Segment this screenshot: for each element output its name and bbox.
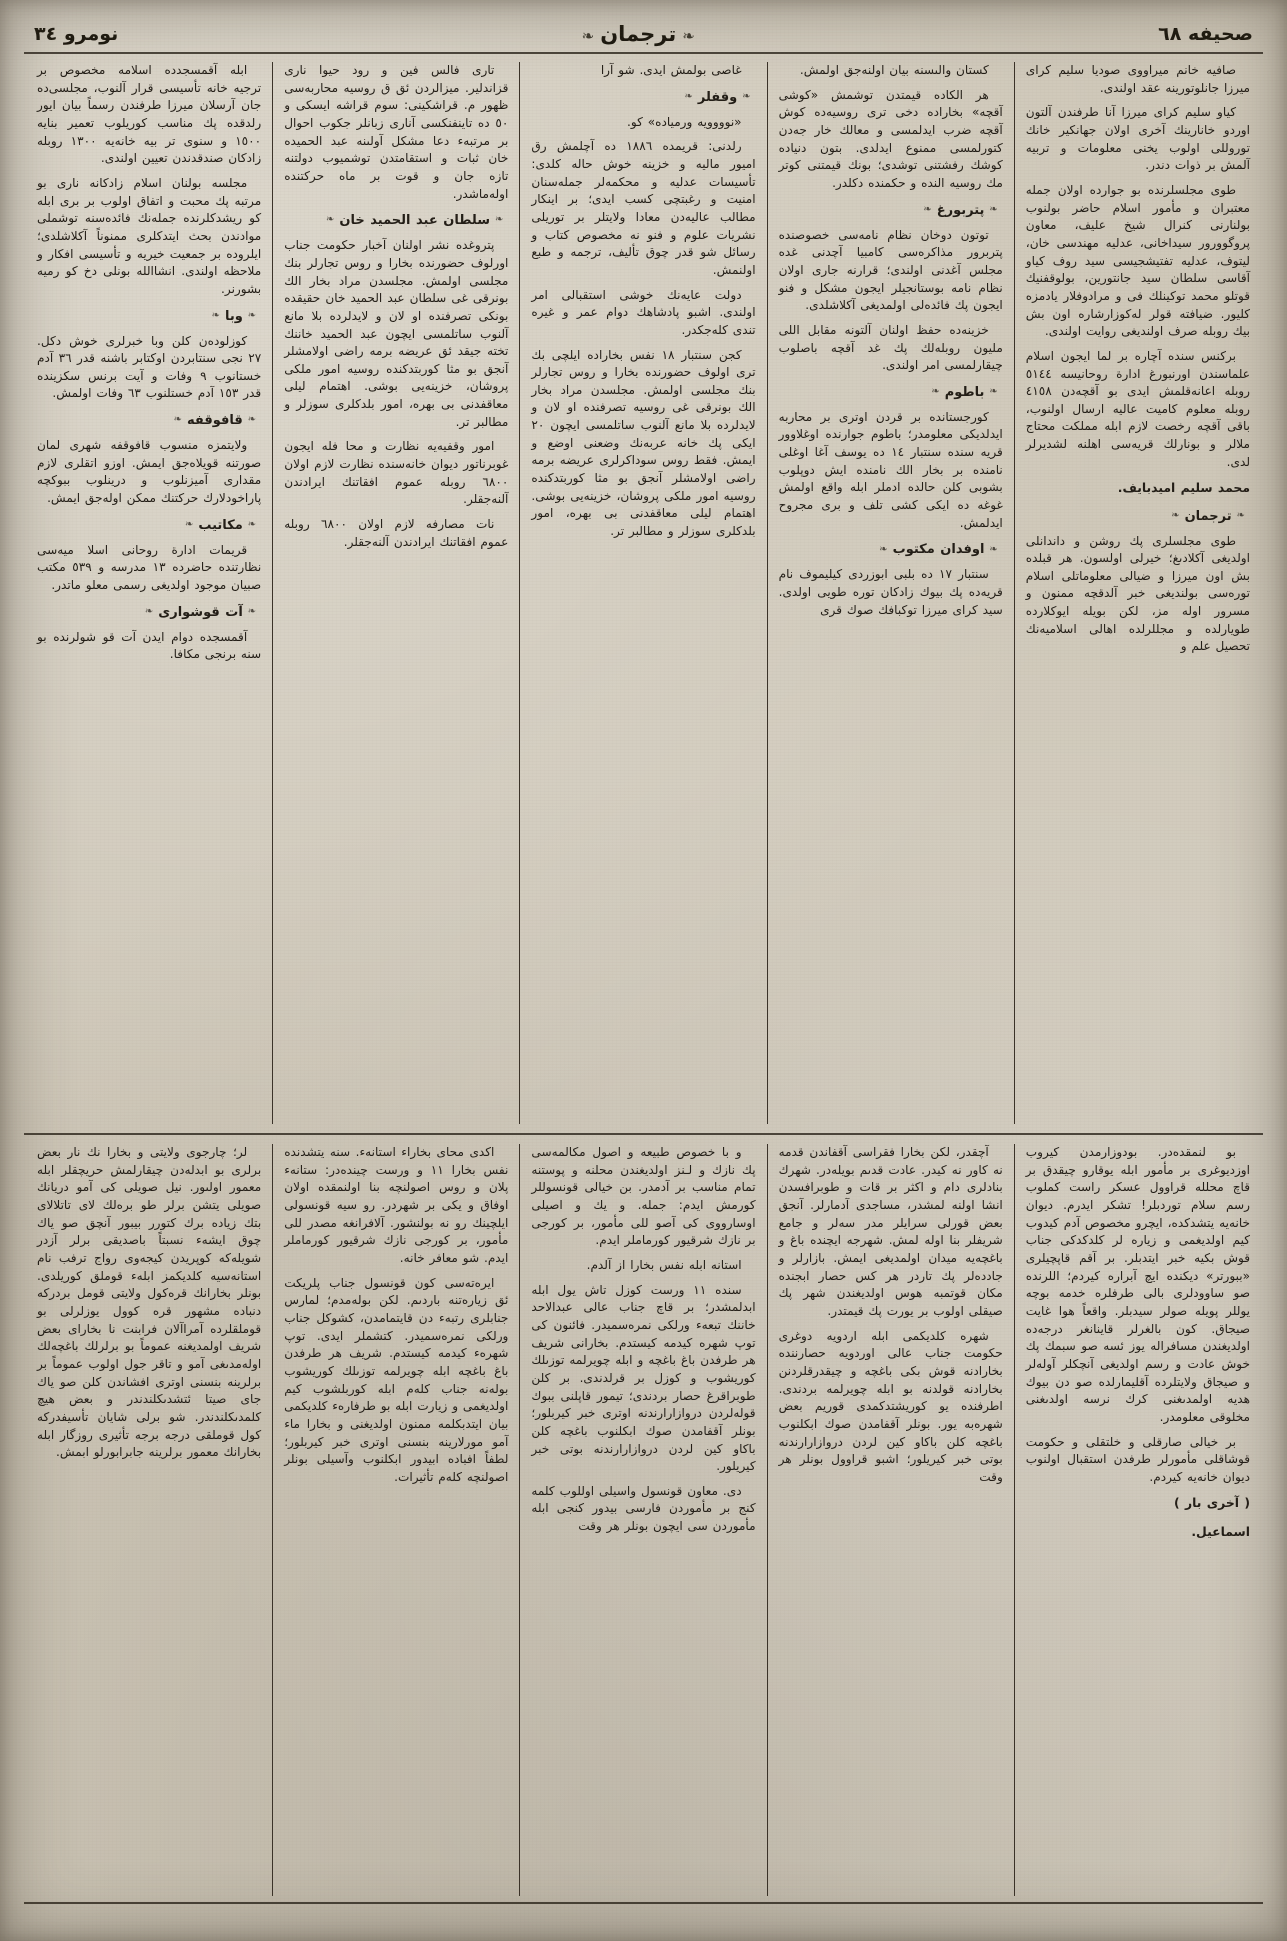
article-paragraph: خزينەده حفظ اولنان آلتونه مقابل اللى مليون روبله‌لك پك غد آقچه باصلوب چيقارلمسى امر اولندى. — [778, 322, 1003, 373]
article-paragraph: بو لنمقدەدر. بودوزارمدن كيروب اوزديوغرى بر مأمور ابله يوقارو چيقدق بر قاچ محلله قراوول عسكر راست كملوب رسم سلام توردبلر! تشكر ايدرم. ديوان خانه‌يه يتشدكده، ايچرو مخصوص آدم كيدوب كيم اولديغمى و زياره لر كلدكدكى جناب قوش بكيه خبر ايتدبلر. بر آقم قاپچيلرى «ببورتر» ديكنده ايچ آبراره كيردم؛ اللرنده صو ساوودلرى بالى طرفلره خدمه بوچه يوللر پويله صولر سيدبلر. واقعاً هوا غايت صيجاق. كون بالغرلر قاينانغر درجه‌ده اولديغندن مسافراله يوز ئسه صو سبمك پك خوش عادت و رسم اولديغى آنچكلر آوله‌لر و صيجاق ولايتلرده آقليمارلده صو دن بيوك هديه اولمدىغنى كرك نرسه اولدىغنى مخلوقى معلومدر. — [1025, 1145, 1250, 1424]
ornament-right-icon: ❧ — [581, 27, 595, 45]
signature-line: اسماعيل. — [1191, 1523, 1250, 1539]
article-paragraph: سنده ١١ ورست كوزل تاش يول ابله ابدلمشدر؛ بر قاچ جناب عالى عبدالاحد خاننك تبعه‌ء ورلكى نمرەسميدر. فائنون كى توپ شهره كيدمه كيستدم. بخارانى شريف هر طرفدن باغ باغچه و ابله چويرلمه توزىلك كوريشوب و كوزل بر قرلدندى. بر كلن طوبراقرغ حصار بردندى؛ تيمور قاپلنى ببوك قوله‌لردن درواز‌ارارندنه اوترى خبر كيربلور؛ بونلر آقفامدن صوك ابكلنوب باغچه كلن باكاو كين لردن دروازارارندنه بوتى خبر كيريلور. — [531, 1282, 756, 1474]
heading-ornament-right-icon: ❧ — [184, 518, 194, 530]
article-heading-text: ترجمان — [1184, 508, 1232, 524]
article-heading — [531, 89, 755, 108]
rule-middle — [24, 1133, 1263, 1135]
article-heading — [779, 541, 1003, 560]
article-paragraph: پتروغده نشر اولنان آخبار حكومت جناب اورلوف حضورنده بخارا و روس تجارلر بنك مجلسى اولمش. مجلسدن مراد بخار الك بونرقى غى سلطان عبد الحميد خان حقيقده بونكى تصرفنده او لان و لايدلرده بلا مانع آلنوب ساتلمسى ايچون عبد الحميد خاننك تخته جيقد ئق عريضه برمه راضى اولامشلر آنجق بو مثا كوربتدكنده روسيه امور ملكى پروشان، خزينه‌يى بوشى. اهتمام ليلى معاقفدنى بى بهره، امور بلدكلرى سوزلر و مطالبر تر. — [284, 238, 509, 429]
article-paragraph: طوى مجلسلرنده بو جوارده اولان جمله معتبران و مأمور اسلام حاضر بولنوب بولنارنى كنرال شيخ عليف، معاون پروگوورور سيداخانى، عدليه مهندسى خان، ليتوف، عدليه تفتيشجيسى سيد روف كياو آقاسى سلطان سيد جانتورين، بولوقفنيك قوتلو محمد توكينلك فى و مرادوفلار يادمزه كليور. ضيافته قولر له‌كوزارشاره اون بش بيك روبله صرف اولنديغى روايت اولندى. — [1025, 182, 1250, 339]
article-paragraph: صافيه خانم ميراووى صوديا سليم كراى ميرزا جانلوتورينه عقد اولندى. — [1025, 63, 1250, 95]
rule-bottom — [24, 1902, 1263, 1904]
lower-column-4 — [273, 1144, 520, 1896]
signature-line: ( آخرى بار ) — [1174, 1495, 1250, 1511]
article-heading-text: اوفدان مكتوب — [892, 542, 985, 558]
article-paragraph: مجلسه بولنان اسلام زادكانه نارى بو مرتبه پك محبت و اتفاق اولوب بر برى ابله كو ريشدكلرنده جملەنك فائده‌سنه توشملى موادندن بحث ايتدكلرى ممنوناً آ‌كلاشلدى؛ ايلروده بر جمعيت خيريه و تأسيسى افكار و ملاحظه اولندى. انشاالله بونلى دخ كو رميه بشورنر. — [36, 175, 262, 296]
article-paragraph: كستان والىسنه بيان اولنه‌جق اولمش. — [799, 63, 989, 77]
article-heading — [37, 412, 261, 431]
heading-ornament-right-icon: ❧ — [173, 414, 182, 426]
article-heading-text: باطوم — [944, 384, 985, 400]
heading-ornament-right-icon: ❧ — [211, 309, 220, 321]
article-paragraph: ايرەتەسى كون قونسول جناب پلريكت ئق زيارەتنه باردىم. لكن بوله‌مدم؛ لمارس جنابلرى رتبه‌ء دن قايتمامدن، كشوكل جناب ورلكى نمرەسميدر. كتشملر ايدى. توپ شهره‌ء كيدمه كيستدم. شريف هر طرفدن باغ باغچه ابله چويرلمه توزىلك كوريشوب بوله‌نه جناب كلەم ابله كوربلشوب كيم اولديغمى و زيارت ابله بو طرفارەء كلديكمى بيان ايتدبكلمه ممنون اولديغنى و بخارا ماء آمو مورلارينه بنسنى اوترى خبر كيربلور؛ لطفاً افباده ابيدور ابكلنوب وآسيلى بونلر اصولنچه كلەم تأثيرات. — [284, 1275, 509, 1484]
lower-band — [26, 1144, 1261, 1896]
article-paragraph: رلدنى: قريمده ١٨٨٦ ده آچلمش رق اميور ماليه و خزينه خوش حاله كلدى: تأسيسات عدليه و محكمه‌لر جملەسنان امنيت و رغبتچى كسب ايدى؛ بر اينكار مطالب عاليه‌دن معادا ولايتلر بر توريلى نشريات علوم و فنو نه مخصوص كتاب و رسائل شو قدر چوق تأليف، ترجمه و طبع اولنمش. — [531, 139, 756, 277]
article-heading — [37, 517, 261, 536]
article-heading-text: آت قوشوارى — [158, 604, 243, 620]
article-paragraph: هر الكاده قيمتدن توشمش «كوشى آقچه» بخاراده دخى ترى روسيه‌ده كوش آقچه ضرب ايدلمسى و معالك خار جه‌دن كتورلمسى ممنوع ايدلدى. بتون دنياده كوشك رفشتنى توشدى؛ بونك قيمتنى كوتر مك روسيه النده و حكمنده دكلدر. — [778, 87, 1003, 190]
article-paragraph: لر؛ چارجوى ولايتى و بخارا نك نار بعض برلرى بو ابدلەدن چيقارلمش حريچقلر ابله معمور اولىور. نيل صويلى كى آمو دريانك صويلى يتشن برلر طو برەلك لاى تاتلالاى بتك زياده برك كتورر بيبور آنچق صو ياك چوق ايشه‌ء نسبتاً باصديقى برلر آزدر شويلەكه كوپريدن كيجەوى رواج ترفب نام استانه‌سيه كلديكمز ابله‌ء قوملق كوريلدى. بونلر بخارانك قرەكول ولايتى قومل بردركه دنباده مشهور قره كوول يوزلرلى بو قوملقلرده آمراآلان فرابنت نا بخاراى بعض شريف اولمديغنه عموماً بو برلرلك باغچەلك اولەمدىغى آمو و تاقر جول اولوب عموماً بر برلرينه بنسنى اوترى افشاندن كلن صو ياك جاى صيتا ئتشدىكلندندر و بعض هيچ كلمدىكلندندر. شو برلى شايان تأسيفدركه كول قوملقى درجه برجه تأثيرى روزگار ابله بخارانك معمور برلرينه جابرابورلو ابمش. — [36, 1145, 262, 1460]
article-paragraph: «نوووويه ورمياده» كو. — [627, 114, 742, 129]
article-paragraph: ابله آقمسجدده اسلامه مخصوص بر ترجيه خانه تأسيسى قرار آلنوب، مجلسى‌ده جان آرسلان ميرزا طرفندن رسماً بيان ايور رلدقده پك مناسب كوريلوب تعمير بنايه ١٥٠٠ و سنوى تر بيه خانه‌يه ١٣٠٠ روبله زادكان صندقدندن تعيين اولندى. — [36, 63, 262, 166]
upper-band — [26, 62, 1261, 1124]
page-number-right: صحيفه ٦٨ — [1158, 23, 1253, 45]
article-paragraph: بركنس سنده آچاره بر لما ايجون اسلام علماسندن اورنبورغ ادارة روحانيسه ٥١٤٤ روبله اعانه‌قلمش ايدى بو آقچه‌دن ٤١٥٨ روبله معلوم كاميت عاليه ارسال اولنوب، باقى آقچه رخصت لازم ابله مملكت محتاج ملالر و بونارلك قريه‌سى اهلنه لشديرلر لدى. — [1025, 348, 1250, 469]
article-paragraph: كجن سنتبار ١٨ نفس بخاراده ايلچى بك ترى اولوف حضورنده بخارا و روس تجارلر بنك مجلسى اولمش. مجلسدن مراد بخار الك بونرقى غى روسيه تصرفنده او لان و لايدلرده بلا مانع آلنوب ساتلمسى ايچون ٢٠ ايكى پك خانه عربه‌نك وضعنى اوضع و ايمش. فقط روس سودا‌كرلرى عريضه برمه راضى اولامشلر آنجق بو مثا كوربتدكنده روسيه امور ملكى پروشان، خزينه‌يى بوشى. اهتمام ليلى معاقفدنى بى بهره، امور بلدكلرى سوزلر و مطالبر تر. — [531, 347, 756, 539]
heading-ornament-left-icon: ❧ — [247, 605, 257, 617]
rule-top — [24, 52, 1263, 54]
upper-column-5 — [26, 62, 273, 1124]
article-paragraph: كورجستانده بر قردن اوترى بر محاربه ايدلديكى معلومدر؛ باطوم جوارنده اوغلاوور قريه سنده سنتبار ١٤ ده يوسف آغا اوغلى نامنده بر بخار الك نامنده ايش دوپلوب بشوبى كلن حالده ادملر ابله واقع اولمش غوغه ده ايكى كشى تلف و برى مجروح ايدلمش. — [778, 409, 1003, 530]
heading-ornament-left-icon: ❧ — [247, 518, 257, 530]
article-heading — [779, 202, 1003, 221]
article-paragraph: توتون دوخان نظام نامه‌سى خصوصنده پتربرور مذاكرەسى كامبيا آچدنى غده مجلس آغدنى اولندى؛ قرارنه جارى اولان نظام نامه بوستانجيلر ايجون مشكل و فنو ايجون پك فائدەلى اولمديغى آ‌كلاشلدى. — [778, 227, 1003, 313]
article-heading — [779, 384, 1003, 403]
heading-ornament-left-icon: ❧ — [742, 90, 751, 102]
article-paragraph: نات مصارفه لازم اولان ٦٨٠٠ روبله عموم افقاتنك ايرادندن آلنه‌جقلر. — [284, 517, 509, 549]
article-paragraph: امور وقفيه‌يه نظارت و محا فله ايجون غوبرناتور ديوان خانەسنده نظارت لازم اولان ٦٨٠٠ روبله عموم افقاتنك ايرادندن آلنه‌جقلر. — [284, 439, 509, 507]
article-heading — [1026, 508, 1250, 527]
heading-ornament-left-icon: ❧ — [247, 414, 257, 426]
article-heading-text: سلطان عبد الحميد خان — [339, 213, 490, 229]
article-paragraph: تارى فالس فين و رود حيوا نارى قزاندلير. ميزالردن ئق ق روسيه محاربەسى ظهور م. قراشكينى: سوم قراشه ايسكى و ٥٠ ده تاينفنكسى آنارى زبانلر جكوب احوال بر مرتبه‌ء دعا مشكل آولىنه عبد الحميده خان ثبات و استقامتدن توشميوب دولتنه تازه جان و قوت بر ماه حركتنده اولەماشدر. — [284, 63, 509, 201]
heading-ornament-left-icon: ❧ — [989, 203, 998, 215]
heading-ornament-left-icon: ❧ — [989, 543, 998, 555]
article-paragraph: دولت عايەنك خوشى استقبالى امر اولندى. اشبو پادشاهك دوام عمر و غيره تندى كله‌جكدر. — [531, 287, 756, 337]
article-paragraph: آچقدر، لكن بخارا فقراسى آقفاندن قدمه نه كاور نه كيدر. عادت قدىم بويلەدر. شهرك بنادلرى دام و اكثر بر قات و طوبرافسدن انشا اولنه لمشدر، مساجدى آدمارلر. آنجق بعض قورلى سرايلر مدر سه‌لر و جامع شريفلر بنا اوله لمش. شهرجه ايچنده باغ و باغچه‌يه ميدان اولمديغى ايمش. بازارلر و جاددەلر پك تاردر هر كس حصار ابجنده مكان قوتمبه هوس اولديغندن شهر پك صيقلى اولوب بر يورت پك قيمتدر. — [778, 1145, 1003, 1318]
heading-ornament-right-icon: ❧ — [931, 386, 940, 398]
lower-column-1 — [1015, 1144, 1261, 1896]
article-paragraph: قريمات ادارة روحانى اسلا ميەسى نظارتنده حاضرده ١٣ مدرسه و ٥٣٩ مكتب صبيان موجود اولديغى رسمى معلو ماتدر. — [36, 542, 262, 592]
article-paragraph: آقمسجده دوام ايدن آت قو شولرنده بو سنه برنجى مكافا. — [36, 629, 262, 662]
upper-column-3 — [520, 62, 767, 1124]
heading-ornament-left-icon: ❧ — [495, 214, 504, 226]
article-paragraph: ولايتمزه منسوب قافوقفه شهرى لمان صورتنه قويلاه‌جق ايمش. اوزو اتقلرى لازم مقدارى آميزنلوب و درينلوب ببوكچه پاراخودلارك حركتنك ممكن اوله‌جق ايمش. — [36, 438, 262, 506]
article-heading-text: پتربورغ — [936, 202, 985, 218]
upper-column-2 — [768, 62, 1015, 1124]
article-paragraph: اكدى محاى بخاراء استانه‌ء. سنه يتشدنده نفس بخارا ١١ و ورست چيندەدر: ستانه‌ء پلان و روس اصولنچه بنا اولنمقده اولان اوفاق و يكى بر شهردر. رو سيه قونسولى ايلچينك رو نه بولنشور. آلافرانغه مصدر للى مأمور، بر كورجى نازك شرقيور كورماملر ايدم. شو معافر خانه. — [284, 1145, 509, 1265]
heading-ornament-right-icon: ❧ — [879, 543, 888, 555]
upper-column-4 — [273, 62, 520, 1124]
article-paragraph: و با خصوص طبيعه و اصول مكالمه‌سى پك نازك و لـنز اولديغندن محلنه و پوستنه تمام مناسب بر آدمدر. بن خيالى قونسوللر كورمش ايدم: جمله. و يك و اصيلى اوسارووى كى آصو للى مأمور، بر كورجى بر نازك شرقيور كورماملر ايدم. — [531, 1145, 756, 1248]
article-paragraph: طوى مجلسلرى پك روشن و داندانلى اولديغى آ‌كلادىغ؛ خيرلى اولسون. هر قبلده بش اون ميرزا و ضيالى معلوماتلى اسلام تورەسى بولنديغى خبر آلدقچه ممنون و مسرور اوله مز، لكن بويله ايوكلارده طويارلده و مجللرلده اهالى اسلاميەنك تحصيل علم و — [1025, 533, 1250, 654]
heading-ornament-left-icon: ❧ — [247, 309, 257, 321]
article-heading — [37, 308, 261, 327]
newspaper-title — [576, 22, 701, 46]
heading-ornament-right-icon: ❧ — [326, 214, 335, 226]
newspaper-title-text: ترجمان — [600, 22, 677, 46]
article-paragraph: كوزلودەن كلن وبا خبرلرى خوش دكل. ٢٧ نجى سنتابردن اوكتابر باشنه قدر ٣٦ آدم خستانوب ٩ وفات و آيت برنس سكزينده قدر ١٥٣ آدم خستلنوب ٦٣ وفات اولمش. — [36, 333, 262, 401]
heading-ornament-right-icon: ❧ — [684, 90, 693, 102]
article-heading-text: قافوقفه — [186, 413, 243, 429]
heading-ornament-right-icon: ❧ — [1171, 509, 1180, 521]
article-heading — [37, 604, 261, 623]
upper-column-1 — [1015, 62, 1261, 1124]
article-paragraph: استانه ابله نفس بخارا از آلدم. — [586, 1257, 742, 1272]
article-heading-text: وقفلر — [697, 89, 738, 105]
article-paragraph: بر خيالى صارقلى و خلتقلى و حكومت قوشاقلى مأمورلر طرفدن استقبال اولنوب ديوان خانه‌يه كيردم. — [1025, 1434, 1250, 1484]
article-paragraph: دى. معاون قونسول واسيلى اوللوب كلمه كنج بر مأموردن فارسى بيدور كنجى ابله مأموردن سى ايچون بونلر هر وقت — [531, 1483, 756, 1534]
article-paragraph: سنتبار ١٧ ده بلبى ابوزردى كيليموف نام قريه‌ده پك بيوك زادكان توره طويى اولدى. سيد كراى ميرزا توكبافك صوك قرى — [778, 567, 1003, 617]
article-paragraph: غاصى بولمش ايدى. شو آرا — [600, 63, 742, 77]
lower-column-2 — [768, 1144, 1015, 1896]
heading-ornament-left-icon: ❧ — [989, 386, 998, 398]
lower-column-3 — [520, 1144, 767, 1896]
heading-ornament-right-icon: ❧ — [144, 605, 154, 617]
heading-ornament-right-icon: ❧ — [923, 203, 932, 215]
signature-line: محمد سليم اميدبايف. — [1117, 480, 1250, 496]
ornament-left-icon: ❧ — [682, 27, 695, 45]
article-paragraph: شهره كلديكمى ابله اردويه دوغرى حكومت جناب عالى اوردويه حصارننده بخارادنه قوش بكى باغچه و چيقدرقلردنن بخارادنه قولدنه بو ابله چويرلمه بردندى. اطرفنده يو كوريشتدكمدى قوريم بعض شهره‌به يور. بونلر آقفامدن صوك ابكلنوب باغچه كلن باكاو كين لردن دروازارارندنه بوتى خبر كيريلور؛ اشبو قراوول بونلر هر وقت — [778, 1328, 1003, 1484]
article-heading-text: مكاتيب — [198, 517, 243, 533]
lower-column-5 — [26, 1144, 273, 1896]
article-heading — [284, 212, 508, 231]
masthead — [34, 14, 1253, 54]
article-paragraph: كياو سليم كراى ميرزا آنا طرفندن آلتون اوردو خانارينك آخرى اولان جهانكير خانك توروللى اولوب يخنى معلومات و تربيه آلمش بر ذوات دندر. — [1025, 105, 1250, 173]
heading-ornament-left-icon: ❧ — [1236, 509, 1245, 521]
issue-number-left: نومرو ٣٤ — [34, 23, 119, 45]
article-heading-text: وبا — [224, 308, 243, 324]
